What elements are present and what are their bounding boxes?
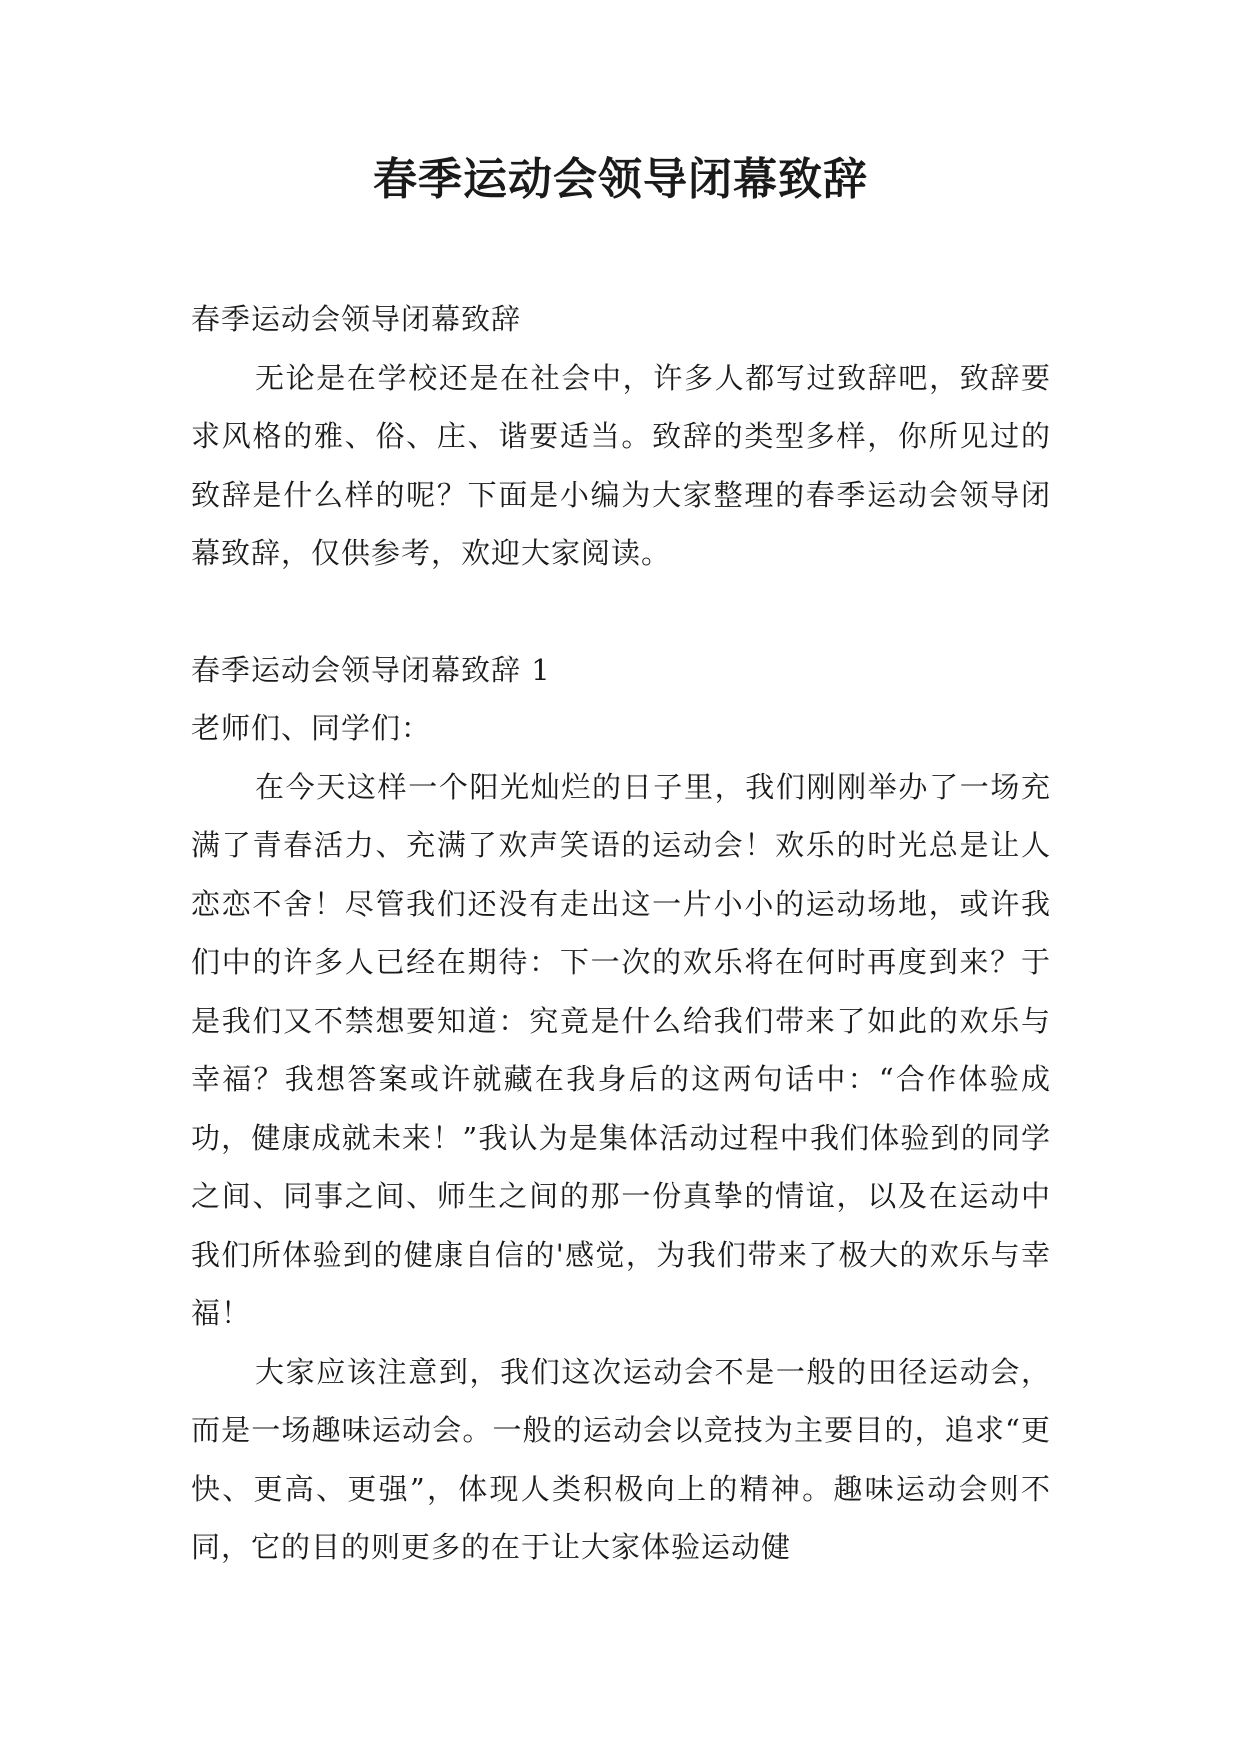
- intro-paragraph: 无论是在学校还是在社会中，许多人都写过致辞吧，致辞要求风格的雅、俗、庄、谐要适当。致辞的类型多样，你所见过的致辞是什么样的呢？下面是小编为大家整理的春季运动会领导闭幕致辞，仅供参考，欢迎大家阅读。: [191, 360, 1051, 570]
- document-body: [191, 290, 1051, 1577]
- document-title: 春季运动会领导闭幕致辞: [373, 154, 868, 205]
- paragraph-spacer: [191, 583, 1051, 641]
- body-paragraph-1: 在今天这样一个阳光灿烂的日子里，我们刚刚举办了一场充满了青春活力、充满了欢声笑语的运动会！欢乐的时光总是让人恋恋不舍！尽管我们还没有走出这一片小小的运动场地，或许我们中的许多人已经在期待：下一次的欢乐将在何时再度到来？于是我们又不禁想要知道：究竟是什么给我们带来了如此的欢乐与幸福？我想答案或许就藏在我身后的这两句话中：“合作体验成功，健康成就未来！”我认为是集体活动过程中我们体验到的同学之间、同事之间、师生之间的那一份真挚的情谊，以及在运动中我们所体验到的健康自信的'感觉，为我们带来了极大的欢乐与幸福！: [191, 769, 1051, 1330]
- body-paragraph-2: 大家应该注意到，我们这次运动会不是一般的田径运动会，而是一场趣味运动会。一般的运动会以竞技为主要目的，追求“更快、更高、更强”，体现人类积极向上的精神。趣味运动会则不同，它的目的则更多的在于让大家体验运动健: [191, 1354, 1051, 1564]
- greeting-line: 老师们、同学们：: [191, 711, 432, 745]
- document-subtitle: 春季运动会领导闭幕致辞: [191, 302, 522, 336]
- section-heading: 春季运动会领导闭幕致辞 1: [191, 652, 551, 687]
